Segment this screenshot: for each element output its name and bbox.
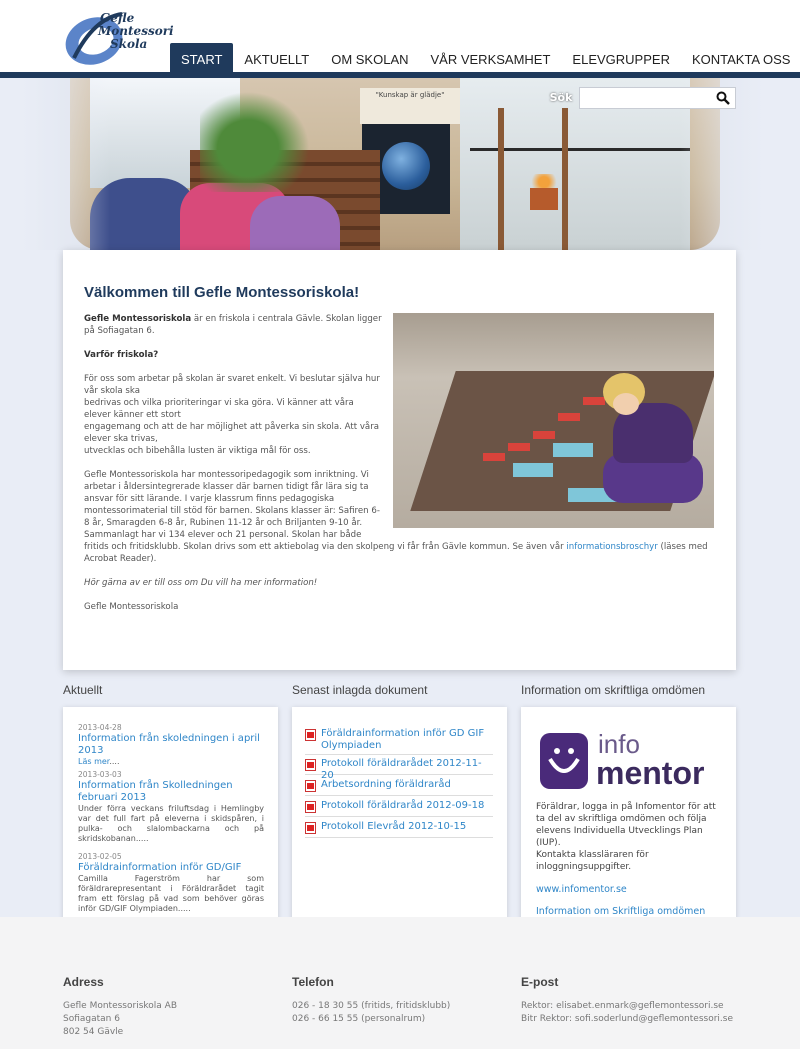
welcome-text — [84, 313, 714, 625]
welcome-italic-text: Hör gärna av er till oss om Du vill ha mer information! — [84, 578, 318, 588]
search-box — [579, 87, 736, 109]
logo-line-1: Gefle — [100, 11, 135, 25]
document-link[interactable]: Protokoll föräldraråd 2012-09-18 — [321, 800, 485, 811]
news-date: 2013-03-03 — [78, 770, 122, 779]
omdomen-text-2: Kontakta klassläraren för inloggningsuppgifter. — [536, 850, 649, 872]
footer-email-heading: E-post — [521, 975, 559, 989]
logo-line-3: Skola — [110, 37, 148, 51]
hero-flowerpot — [530, 188, 558, 210]
omdomen-panel — [521, 707, 736, 942]
omdomen-info-link[interactable]: Information om Skriftliga omdömen — [536, 906, 706, 917]
photo-child — [603, 373, 703, 513]
nav-aktuellt[interactable]: AKTUELLT — [244, 52, 310, 67]
answer-line: För oss som arbetar på skolan är svaret enkelt. Vi beslutar själva hur vår skola ska — [84, 374, 380, 396]
nav-var-verksamhet[interactable]: VÅR VERKSAMHET — [430, 52, 551, 67]
photo-card — [508, 443, 530, 451]
nav-om-skolan[interactable]: OM SKOLAN — [331, 52, 409, 67]
news-panel — [63, 707, 278, 942]
brochure-link[interactable]: informationsbroschyr — [566, 542, 658, 552]
document-link[interactable]: Protokoll föräldrarådet 2012-11-20 — [321, 758, 482, 781]
photo-child-face — [613, 393, 639, 415]
document-link[interactable]: Arbetsordning föräldraråd — [321, 779, 451, 790]
read-more-link[interactable]: Läs mer — [78, 757, 110, 766]
photo-card — [483, 453, 505, 461]
site-footer — [0, 917, 800, 1049]
school-logo[interactable] — [64, 8, 174, 66]
document-link[interactable]: Protokoll Elevråd 2012-10-15 — [321, 821, 467, 832]
news-item — [78, 852, 264, 914]
news-date: 2013-02-05 — [78, 852, 122, 861]
hero-fade-left — [0, 78, 110, 250]
footer-address-line: 802 54 Gävle — [63, 1027, 124, 1037]
brochure-suffix: (läses med Acrobat Reader). — [84, 542, 708, 564]
search-input[interactable] — [582, 89, 710, 107]
welcome-italic — [84, 577, 714, 589]
aktuellt-heading: Aktuellt — [63, 683, 103, 697]
signature: Gefle Montessoriskola — [84, 602, 179, 612]
document-item[interactable] — [305, 818, 493, 838]
photo-card — [558, 413, 580, 421]
search-icon[interactable] — [716, 91, 730, 105]
news-item — [78, 770, 264, 844]
news-title-link[interactable]: Information från Skolledningen februari 2013 — [78, 780, 233, 803]
nav-kontakta-oss[interactable]: KONTAKTA OSS — [691, 52, 791, 67]
omdomen-heading: Information om skriftliga omdömen — [521, 683, 706, 697]
hero-sign: "Kunskap är glädje" — [360, 88, 460, 124]
page-title: Välkommen till Gefle Montessoriskola! — [84, 284, 360, 301]
photo-card — [513, 463, 553, 477]
nav-start[interactable]: START — [170, 43, 233, 72]
document-link[interactable]: Föräldrainformation inför GD GIF Olympiaden — [321, 728, 485, 751]
pdf-icon — [305, 822, 316, 834]
photo-card — [533, 431, 555, 439]
answer-line: engagemang och att de har möjlighet att påverka sin skola. Att våra elever ska trivas, — [84, 422, 380, 444]
documents-heading: Senast inlagda dokument — [292, 683, 428, 697]
infomentor-info: info — [598, 729, 640, 759]
pdf-icon — [305, 801, 316, 813]
pedagogy-text: Gefle Montessoriskola har montessoripedagogik som inriktning. Vi arbetar i åldersintegrerade klasser där barnen tidigt får lära sig ta ansvar för sitt lärande. I varje klassrum finns pedagogiska montessorimaterial till stöd för barnen. Skolans klasser är: Safiren 6-8 år, Smaragden 6-8 år, Rubinen 11-12 år och Briljanten 9-10 år. Sammanlagt har vi 134 elever och 21 personal. Skolan har både fritids och fritidsklubb. Skolan drivs som ett aktiebolag via den skolpeng vi får från Gävle kommun. Se även vår — [84, 470, 567, 552]
intro-rest: är en friskola i centrala Gävle. Skolan ligger på Sofiagatan 6. — [84, 314, 382, 336]
footer-email-bitr-rektor[interactable]: Bitr Rektor: sofi.soderlund@geflemontessori.se — [521, 1014, 733, 1024]
photo-card — [553, 443, 593, 457]
footer-phone-heading: Telefon — [292, 975, 334, 989]
nav-elevgrupper[interactable]: ELEVGRUPPER — [572, 52, 670, 67]
news-title-link[interactable]: Information från skoledningen i april 2013 — [78, 733, 260, 756]
welcome-card — [63, 250, 736, 670]
question-text: Varför friskola? — [84, 350, 159, 360]
footer-address-heading: Adress — [63, 975, 104, 989]
earth-icon — [382, 142, 430, 190]
omdomen-text-1: Föräldrar, logga in på Infomentor för att ta del av skriftliga omdömen och följa elevens Individuella Utvecklings Plan (IUP). — [536, 802, 716, 848]
document-item[interactable] — [305, 776, 493, 796]
news-item — [78, 723, 264, 767]
read-more-ellipsis: .... — [109, 757, 120, 766]
logo-line-2: Montessori — [98, 24, 174, 38]
photo-card — [583, 397, 605, 405]
pdf-icon — [305, 759, 316, 771]
pdf-icon — [305, 729, 316, 741]
smiley-icon — [538, 731, 598, 791]
footer-phone-line: 026 - 66 15 55 (personalrum) — [292, 1014, 426, 1024]
hero-cushion-purple — [250, 196, 340, 250]
main-nav — [170, 43, 800, 72]
document-item[interactable] — [305, 797, 493, 817]
pdf-icon — [305, 780, 316, 792]
intro-bold: Gefle Montessoriskola — [84, 314, 192, 324]
classroom-photo — [393, 313, 714, 528]
documents-panel — [292, 707, 507, 942]
infomentor-mentor: mentor — [596, 755, 705, 791]
footer-address-line: Sofiagatan 6 — [63, 1014, 120, 1024]
answer-line: bedrivas och vilka prioriteringar vi ska göra. Vi känner att våra elever känner ett stort — [84, 398, 354, 420]
news-date: 2013-04-28 — [78, 723, 122, 732]
footer-email-rektor[interactable]: Rektor: elisabet.enmark@geflemontessori.se — [521, 1001, 724, 1011]
document-item[interactable] — [305, 755, 493, 781]
footer-address-line: Gefle Montessoriskola AB — [63, 1001, 177, 1011]
infomentor-link[interactable]: www.infomentor.se — [536, 884, 627, 895]
news-body: Under förra veckans friluftsdag i Hemlingby var det full fart på eleverna i skidspåren, i pulka- och slalombackarna och på skridskobanan..... — [78, 804, 264, 843]
infomentor-logo[interactable] — [536, 729, 722, 793]
news-body: Camilla Fagerström har som föräldrarepresentant i Föräldrarådet tagit fram ett förslag på vad som behöver göras inför GD/GIF Olympiaden..... — [78, 874, 264, 913]
footer-phone-line: 026 - 18 30 55 (fritids, fritidsklubb) — [292, 1001, 451, 1011]
answer-line: utvecklas och bibehålla lusten är viktiga mål för oss. — [84, 446, 311, 456]
news-title-link[interactable]: Föräldrainformation inför GD/GIF — [78, 862, 242, 873]
search-label: Sök — [549, 91, 573, 104]
site-header — [0, 0, 800, 78]
document-item[interactable] — [305, 725, 493, 755]
plant-icon — [200, 82, 320, 192]
